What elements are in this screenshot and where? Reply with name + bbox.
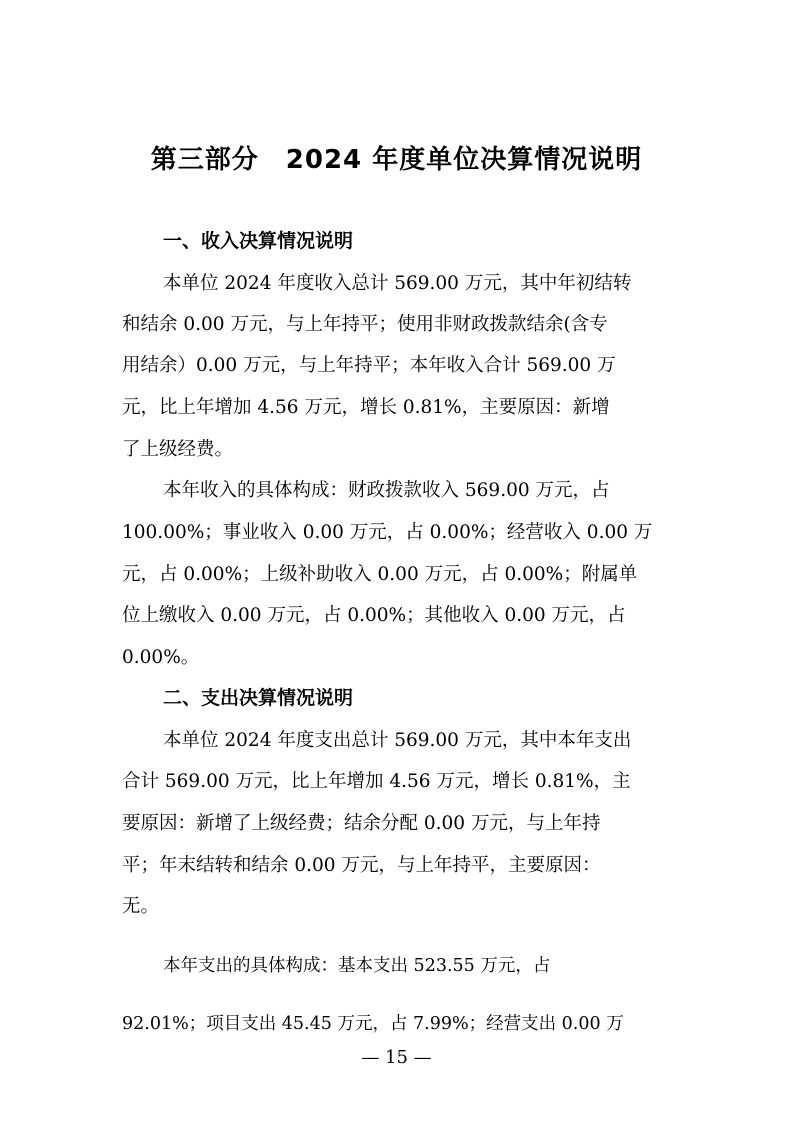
income-para1-line2: 和结余 0.00 万元，与上年持平；使用非财政拨款结余(含专 xyxy=(122,314,608,335)
income-para1-line1: 本单位 2024 年度收入总计 569.00 万元，其中年初结转 xyxy=(163,273,632,294)
page-number: — 15 — xyxy=(361,1047,432,1068)
expenditure-para2-line2: 92.01%；项目支出 45.45 万元，占 7.99%；经营支出 0.00 万 xyxy=(122,1014,624,1034)
income-para1-line4: 元，比上年增加 4.56 万元，增长 0.81%，主要原因：新增 xyxy=(122,397,610,418)
income-para2-line5: 0.00%。 xyxy=(122,647,200,668)
income-para2-line1: 本年收入的具体构成：财政拨款收入 569.00 万元，占 xyxy=(163,480,610,501)
income-para2-line2: 100.00%；事业收入 0.00 万元，占 0.00%；经营收入 0.00 万 xyxy=(122,522,653,543)
section-heading-expenditure: 二、支出决算情况说明 xyxy=(163,687,354,709)
expenditure-para1-line3: 要原因：新增了上级经费；结余分配 0.00 万元，与上年持 xyxy=(122,813,601,834)
expenditure-para1-line5: 无。 xyxy=(122,896,160,917)
income-para1-line5: 了上级经费。 xyxy=(122,439,234,460)
income-para2-line4: 位上缴收入 0.00 万元，占 0.00%；其他收入 0.00 万元，占 xyxy=(122,605,626,626)
expenditure-para1-line1: 本单位 2024 年度支出总计 569.00 万元，其中本年支出 xyxy=(163,730,632,751)
page-title: 第三部分 2024 年度单位决算情况说明 xyxy=(150,145,643,175)
income-para1-line3: 用结余）0.00 万元，与上年持平；本年收入合计 569.00 万 xyxy=(122,355,616,376)
expenditure-para1-line2: 合计 569.00 万元，比上年增加 4.56 万元，增长 0.81%，主 xyxy=(122,771,631,792)
income-para2-line3: 元，占 0.00%；上级补助收入 0.00 万元，占 0.00%；附属单 xyxy=(122,564,638,585)
expenditure-para1-line4: 平；年末结转和结余 0.00 万元，与上年持平，主要原因： xyxy=(122,855,601,876)
section-heading-income: 一、收入决算情况说明 xyxy=(163,230,354,252)
expenditure-para2-line1: 本年支出的具体构成：基本支出 523.55 万元，占 xyxy=(163,956,551,976)
